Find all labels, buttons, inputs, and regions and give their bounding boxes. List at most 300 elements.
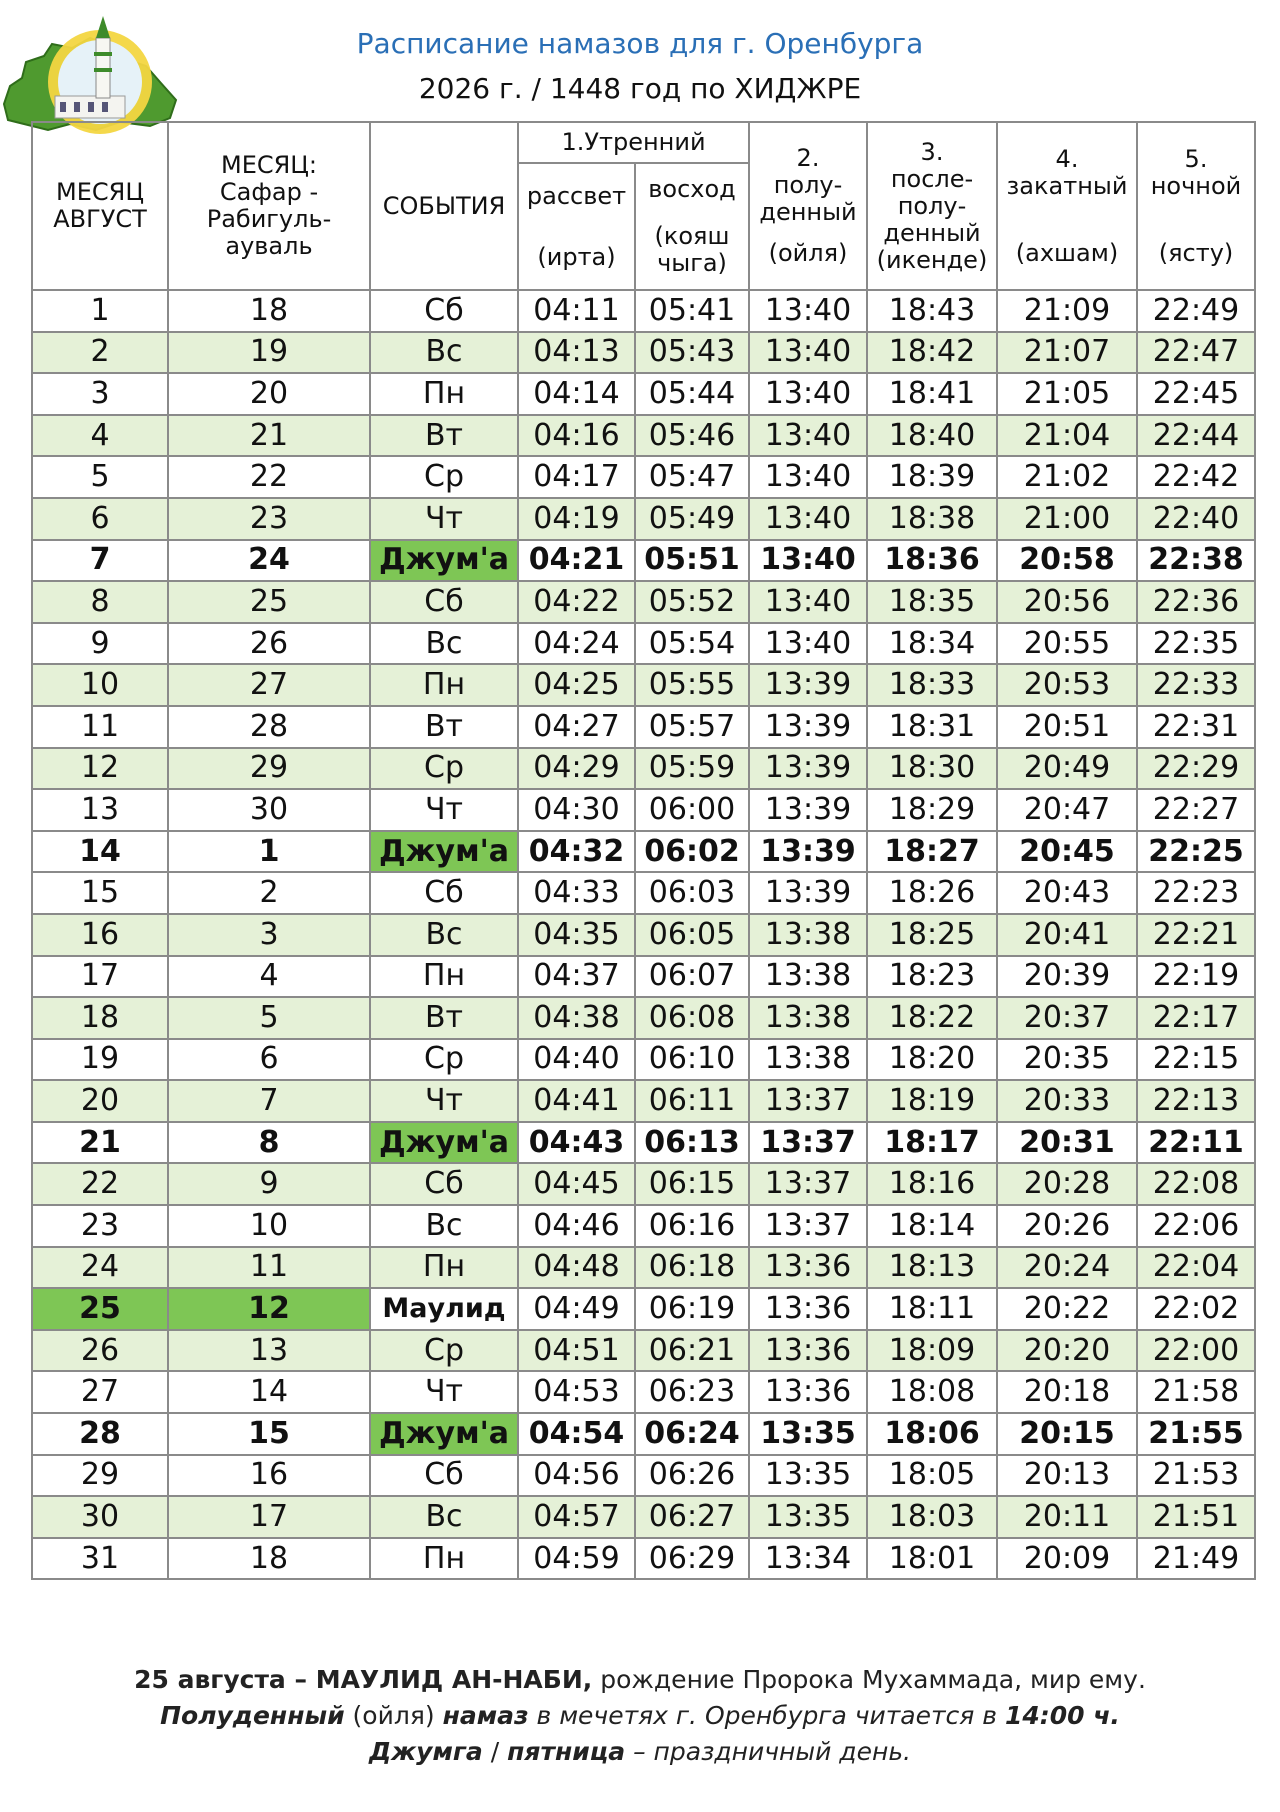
header-fajr-dawn: рассвет (ирта) — [518, 163, 635, 290]
event-cell: Ср — [370, 1330, 518, 1372]
dhuhr-cell: 13:40 — [749, 540, 867, 582]
fajr-sunrise-cell: 06:13 — [635, 1122, 749, 1164]
maghrib-cell: 20:33 — [997, 1080, 1137, 1122]
header-dhuhr: 2. полу- денный (ойля) — [749, 122, 867, 290]
hijri-day-cell: 20 — [168, 373, 370, 415]
event-cell: Джум'а — [370, 1122, 518, 1164]
dhuhr-cell: 13:40 — [749, 415, 867, 457]
fajr-sunrise-cell: 05:43 — [635, 332, 749, 374]
day-cell: 3 — [32, 373, 168, 415]
fajr-sunrise-cell: 05:46 — [635, 415, 749, 457]
dhuhr-cell: 13:40 — [749, 373, 867, 415]
event-cell: Джум'а — [370, 831, 518, 873]
isha-cell: 21:49 — [1137, 1538, 1255, 1580]
fajr-dawn-cell: 04:51 — [518, 1330, 635, 1372]
header-month-gregorian: МЕСЯЦ АВГУСТ — [32, 122, 168, 290]
fajr-dawn-cell: 04:14 — [518, 373, 635, 415]
dhuhr-cell: 13:38 — [749, 997, 867, 1039]
isha-cell: 22:49 — [1137, 290, 1255, 332]
dhuhr-cell: 13:37 — [749, 1205, 867, 1247]
isha-cell: 22:23 — [1137, 872, 1255, 914]
table-row — [32, 1080, 1255, 1122]
isha-cell: 21:53 — [1137, 1455, 1255, 1497]
hijri-day-cell: 23 — [168, 498, 370, 540]
table-row — [32, 373, 1255, 415]
fajr-dawn-cell: 04:29 — [518, 748, 635, 790]
hijri-day-cell: 13 — [168, 1330, 370, 1372]
event-cell: Чт — [370, 1080, 518, 1122]
isha-cell: 22:13 — [1137, 1080, 1255, 1122]
note-friday: Джумга / пятница – праздничный день. — [369, 1737, 911, 1766]
day-cell: 2 — [32, 332, 168, 374]
day-cell: 7 — [32, 540, 168, 582]
dhuhr-cell: 13:36 — [749, 1330, 867, 1372]
maghrib-cell: 20:20 — [997, 1330, 1137, 1372]
maghrib-cell: 20:51 — [997, 706, 1137, 748]
table-row — [32, 1413, 1255, 1455]
maghrib-cell: 20:28 — [997, 1163, 1137, 1205]
fajr-sunrise-cell: 05:57 — [635, 706, 749, 748]
hijri-day-cell: 4 — [168, 956, 370, 998]
dhuhr-cell: 13:36 — [749, 1247, 867, 1289]
event-cell: Пн — [370, 373, 518, 415]
maghrib-cell: 20:09 — [997, 1538, 1137, 1580]
isha-cell: 21:51 — [1137, 1496, 1255, 1538]
event-cell: Маулид — [370, 1288, 518, 1330]
maghrib-cell: 20:41 — [997, 914, 1137, 956]
dhuhr-cell: 13:39 — [749, 789, 867, 831]
dhuhr-cell: 13:34 — [749, 1538, 867, 1580]
hijri-day-cell: 10 — [168, 1205, 370, 1247]
fajr-dawn-cell: 04:46 — [518, 1205, 635, 1247]
dhuhr-cell: 13:40 — [749, 623, 867, 665]
table-row — [32, 290, 1255, 332]
dhuhr-cell: 13:37 — [749, 1122, 867, 1164]
event-cell: Джум'а — [370, 540, 518, 582]
isha-cell: 22:21 — [1137, 914, 1255, 956]
event-cell: Ср — [370, 456, 518, 498]
isha-cell: 22:25 — [1137, 831, 1255, 873]
dhuhr-cell: 13:39 — [749, 872, 867, 914]
event-cell: Вс — [370, 332, 518, 374]
fajr-dawn-cell: 04:43 — [518, 1122, 635, 1164]
asr-cell: 18:20 — [867, 1039, 997, 1081]
day-cell: 26 — [32, 1330, 168, 1372]
fajr-sunrise-cell: 06:02 — [635, 831, 749, 873]
event-cell: Вт — [370, 706, 518, 748]
hijri-day-cell: 1 — [168, 831, 370, 873]
dhuhr-cell: 13:35 — [749, 1455, 867, 1497]
fajr-dawn-cell: 04:13 — [518, 332, 635, 374]
fajr-dawn-cell: 04:49 — [518, 1288, 635, 1330]
hijri-day-cell: 9 — [168, 1163, 370, 1205]
day-cell: 22 — [32, 1163, 168, 1205]
fajr-sunrise-cell: 06:16 — [635, 1205, 749, 1247]
isha-cell: 22:29 — [1137, 748, 1255, 790]
maghrib-cell: 20:31 — [997, 1122, 1137, 1164]
fajr-sunrise-cell: 06:23 — [635, 1371, 749, 1413]
asr-cell: 18:30 — [867, 748, 997, 790]
event-cell: Сб — [370, 872, 518, 914]
maghrib-cell: 20:39 — [997, 956, 1137, 998]
table-row — [32, 789, 1255, 831]
isha-cell: 21:58 — [1137, 1371, 1255, 1413]
header-asr: 3. после- полу- денный (икенде) — [867, 122, 997, 290]
note-dhuhr-time: Полуденный (ойля) намаз в мечетях г. Оренбурга читается в 14:00 ч. — [160, 1701, 1120, 1730]
fajr-sunrise-cell: 05:41 — [635, 290, 749, 332]
hijri-day-cell: 12 — [168, 1288, 370, 1330]
event-cell: Пн — [370, 1247, 518, 1289]
day-cell: 23 — [32, 1205, 168, 1247]
day-cell: 15 — [32, 872, 168, 914]
asr-cell: 18:41 — [867, 373, 997, 415]
asr-cell: 18:27 — [867, 831, 997, 873]
maghrib-cell: 20:53 — [997, 664, 1137, 706]
table-row — [32, 1039, 1255, 1081]
isha-cell: 22:15 — [1137, 1039, 1255, 1081]
day-cell: 4 — [32, 415, 168, 457]
day-cell: 14 — [32, 831, 168, 873]
event-cell: Джум'а — [370, 1413, 518, 1455]
asr-cell: 18:33 — [867, 664, 997, 706]
fajr-sunrise-cell: 06:19 — [635, 1288, 749, 1330]
dhuhr-cell: 13:40 — [749, 456, 867, 498]
dhuhr-cell: 13:40 — [749, 581, 867, 623]
asr-cell: 18:22 — [867, 997, 997, 1039]
header-fajr-sunrise: восход (кояш чыга) — [635, 163, 749, 290]
event-cell: Вс — [370, 1205, 518, 1247]
dhuhr-cell: 13:35 — [749, 1496, 867, 1538]
dhuhr-cell: 13:39 — [749, 706, 867, 748]
fajr-sunrise-cell: 06:03 — [635, 872, 749, 914]
isha-cell: 22:36 — [1137, 581, 1255, 623]
maghrib-cell: 20:18 — [997, 1371, 1137, 1413]
hijri-day-cell: 26 — [168, 623, 370, 665]
day-cell: 19 — [32, 1039, 168, 1081]
day-cell: 12 — [32, 748, 168, 790]
fajr-sunrise-cell: 05:55 — [635, 664, 749, 706]
table-row — [32, 831, 1255, 873]
fajr-dawn-cell: 04:53 — [518, 1371, 635, 1413]
hijri-day-cell: 17 — [168, 1496, 370, 1538]
asr-cell: 18:26 — [867, 872, 997, 914]
day-cell: 8 — [32, 581, 168, 623]
table-row — [32, 1538, 1255, 1580]
fajr-dawn-cell: 04:37 — [518, 956, 635, 998]
maghrib-cell: 20:58 — [997, 540, 1137, 582]
day-cell: 16 — [32, 914, 168, 956]
fajr-sunrise-cell: 06:08 — [635, 997, 749, 1039]
table-row — [32, 1288, 1255, 1330]
dhuhr-cell: 13:35 — [749, 1413, 867, 1455]
fajr-sunrise-cell: 06:21 — [635, 1330, 749, 1372]
day-cell: 31 — [32, 1538, 168, 1580]
table-row — [32, 623, 1255, 665]
fajr-sunrise-cell: 06:26 — [635, 1455, 749, 1497]
fajr-dawn-cell: 04:35 — [518, 914, 635, 956]
table-row — [32, 1247, 1255, 1289]
day-cell: 29 — [32, 1455, 168, 1497]
asr-cell: 18:19 — [867, 1080, 997, 1122]
fajr-dawn-cell: 04:17 — [518, 456, 635, 498]
fajr-dawn-cell: 04:30 — [518, 789, 635, 831]
asr-cell: 18:35 — [867, 581, 997, 623]
isha-cell: 22:33 — [1137, 664, 1255, 706]
dhuhr-cell: 13:40 — [749, 332, 867, 374]
day-cell: 5 — [32, 456, 168, 498]
isha-cell: 22:08 — [1137, 1163, 1255, 1205]
fajr-dawn-cell: 04:11 — [518, 290, 635, 332]
dhuhr-cell: 13:38 — [749, 914, 867, 956]
table-row — [32, 664, 1255, 706]
header-month-hijri: МЕСЯЦ: Сафар - Рабигуль- ауваль — [168, 122, 370, 290]
asr-cell: 18:08 — [867, 1371, 997, 1413]
dhuhr-cell: 13:39 — [749, 664, 867, 706]
event-cell: Ср — [370, 748, 518, 790]
event-cell: Вт — [370, 997, 518, 1039]
fajr-sunrise-cell: 06:27 — [635, 1496, 749, 1538]
table-row — [32, 1496, 1255, 1538]
asr-cell: 18:43 — [867, 290, 997, 332]
dhuhr-cell: 13:36 — [749, 1371, 867, 1413]
fajr-dawn-cell: 04:21 — [518, 540, 635, 582]
fajr-dawn-cell: 04:25 — [518, 664, 635, 706]
footnotes — [0, 1662, 1280, 1770]
asr-cell: 18:39 — [867, 456, 997, 498]
event-cell: Сб — [370, 1163, 518, 1205]
maghrib-cell: 20:43 — [997, 872, 1137, 914]
isha-cell: 22:40 — [1137, 498, 1255, 540]
header-fajr-group: 1.Утренний — [518, 122, 749, 163]
fajr-sunrise-cell: 06:15 — [635, 1163, 749, 1205]
asr-cell: 18:14 — [867, 1205, 997, 1247]
event-cell: Сб — [370, 581, 518, 623]
hijri-day-cell: 21 — [168, 415, 370, 457]
hijri-day-cell: 14 — [168, 1371, 370, 1413]
hijri-day-cell: 8 — [168, 1122, 370, 1164]
hijri-day-cell: 7 — [168, 1080, 370, 1122]
day-cell: 24 — [32, 1247, 168, 1289]
table-row — [32, 332, 1255, 374]
maghrib-cell: 20:37 — [997, 997, 1137, 1039]
table-row — [32, 540, 1255, 582]
fajr-sunrise-cell: 06:24 — [635, 1413, 749, 1455]
asr-cell: 18:25 — [867, 914, 997, 956]
hijri-day-cell: 16 — [168, 1455, 370, 1497]
hijri-day-cell: 19 — [168, 332, 370, 374]
fajr-sunrise-cell: 05:59 — [635, 748, 749, 790]
dhuhr-cell: 13:36 — [749, 1288, 867, 1330]
event-cell: Пн — [370, 664, 518, 706]
fajr-sunrise-cell: 06:00 — [635, 789, 749, 831]
maghrib-cell: 21:02 — [997, 456, 1137, 498]
maghrib-cell: 20:13 — [997, 1455, 1137, 1497]
hijri-day-cell: 18 — [168, 290, 370, 332]
fajr-dawn-cell: 04:48 — [518, 1247, 635, 1289]
fajr-dawn-cell: 04:57 — [518, 1496, 635, 1538]
maghrib-cell: 20:45 — [997, 831, 1137, 873]
asr-cell: 18:03 — [867, 1496, 997, 1538]
event-cell: Вс — [370, 623, 518, 665]
day-cell: 1 — [32, 290, 168, 332]
fajr-dawn-cell: 04:24 — [518, 623, 635, 665]
day-cell: 18 — [32, 997, 168, 1039]
isha-cell: 22:04 — [1137, 1247, 1255, 1289]
dhuhr-cell: 13:38 — [749, 1039, 867, 1081]
fajr-sunrise-cell: 06:07 — [635, 956, 749, 998]
asr-cell: 18:23 — [867, 956, 997, 998]
asr-cell: 18:38 — [867, 498, 997, 540]
table-row — [32, 1122, 1255, 1164]
dhuhr-cell: 13:38 — [749, 956, 867, 998]
table-row — [32, 748, 1255, 790]
fajr-dawn-cell: 04:56 — [518, 1455, 635, 1497]
day-cell: 6 — [32, 498, 168, 540]
day-cell: 9 — [32, 623, 168, 665]
table-row — [32, 581, 1255, 623]
page-title: Расписание намазов для г. Оренбурга — [356, 27, 924, 60]
maghrib-cell: 20:24 — [997, 1247, 1137, 1289]
asr-cell: 18:36 — [867, 540, 997, 582]
hijri-day-cell: 22 — [168, 456, 370, 498]
event-cell: Чт — [370, 1371, 518, 1413]
day-cell: 30 — [32, 1496, 168, 1538]
day-cell: 17 — [32, 956, 168, 998]
day-cell: 25 — [32, 1288, 168, 1330]
fajr-sunrise-cell: 05:51 — [635, 540, 749, 582]
event-cell: Вт — [370, 415, 518, 457]
isha-cell: 22:00 — [1137, 1330, 1255, 1372]
event-cell: Чт — [370, 498, 518, 540]
event-cell: Ср — [370, 1039, 518, 1081]
isha-cell: 22:17 — [1137, 997, 1255, 1039]
maghrib-cell: 20:11 — [997, 1496, 1137, 1538]
fajr-dawn-cell: 04:19 — [518, 498, 635, 540]
hijri-day-cell: 18 — [168, 1538, 370, 1580]
asr-cell: 18:06 — [867, 1413, 997, 1455]
note-mawlid: 25 августа – МАУЛИД АН-НАБИ, рождение Пророка Мухаммада, мир ему. — [134, 1665, 1146, 1694]
maghrib-cell: 20:56 — [997, 581, 1137, 623]
event-cell: Пн — [370, 956, 518, 998]
fajr-sunrise-cell: 06:18 — [635, 1247, 749, 1289]
day-cell: 21 — [32, 1122, 168, 1164]
asr-cell: 18:11 — [867, 1288, 997, 1330]
day-cell: 28 — [32, 1413, 168, 1455]
event-cell: Пн — [370, 1538, 518, 1580]
asr-cell: 18:09 — [867, 1330, 997, 1372]
asr-cell: 18:42 — [867, 332, 997, 374]
fajr-dawn-cell: 04:33 — [518, 872, 635, 914]
fajr-sunrise-cell: 06:10 — [635, 1039, 749, 1081]
isha-cell: 22:47 — [1137, 332, 1255, 374]
fajr-dawn-cell: 04:22 — [518, 581, 635, 623]
hijri-day-cell: 11 — [168, 1247, 370, 1289]
isha-cell: 22:19 — [1137, 956, 1255, 998]
table-row — [32, 956, 1255, 998]
isha-cell: 22:44 — [1137, 415, 1255, 457]
table-row — [32, 1455, 1255, 1497]
hijri-day-cell: 28 — [168, 706, 370, 748]
fajr-sunrise-cell: 06:05 — [635, 914, 749, 956]
fajr-sunrise-cell: 05:54 — [635, 623, 749, 665]
asr-cell: 18:29 — [867, 789, 997, 831]
asr-cell: 18:05 — [867, 1455, 997, 1497]
fajr-sunrise-cell: 06:29 — [635, 1538, 749, 1580]
table-row — [32, 1205, 1255, 1247]
event-cell: Сб — [370, 1455, 518, 1497]
isha-cell: 22:45 — [1137, 373, 1255, 415]
isha-cell: 22:11 — [1137, 1122, 1255, 1164]
fajr-sunrise-cell: 06:11 — [635, 1080, 749, 1122]
fajr-sunrise-cell: 05:47 — [635, 456, 749, 498]
dhuhr-cell: 13:40 — [749, 290, 867, 332]
fajr-dawn-cell: 04:38 — [518, 997, 635, 1039]
table-row — [32, 1330, 1255, 1372]
fajr-dawn-cell: 04:45 — [518, 1163, 635, 1205]
table-row — [32, 1371, 1255, 1413]
maghrib-cell: 21:07 — [997, 332, 1137, 374]
maghrib-cell: 20:26 — [997, 1205, 1137, 1247]
isha-cell: 22:42 — [1137, 456, 1255, 498]
event-cell: Сб — [370, 290, 518, 332]
fajr-dawn-cell: 04:40 — [518, 1039, 635, 1081]
isha-cell: 22:31 — [1137, 706, 1255, 748]
isha-cell: 22:35 — [1137, 623, 1255, 665]
fajr-dawn-cell: 04:16 — [518, 415, 635, 457]
hijri-day-cell: 25 — [168, 581, 370, 623]
table-row — [32, 706, 1255, 748]
asr-cell: 18:01 — [867, 1538, 997, 1580]
dhuhr-cell: 13:39 — [749, 748, 867, 790]
hijri-day-cell: 15 — [168, 1413, 370, 1455]
table-row — [32, 997, 1255, 1039]
dhuhr-cell: 13:37 — [749, 1080, 867, 1122]
isha-cell: 22:38 — [1137, 540, 1255, 582]
header-events: СОБЫТИЯ — [370, 122, 518, 290]
table-row — [32, 415, 1255, 457]
fajr-sunrise-cell: 05:52 — [635, 581, 749, 623]
event-cell: Вс — [370, 1496, 518, 1538]
dhuhr-cell: 13:39 — [749, 831, 867, 873]
fajr-dawn-cell: 04:41 — [518, 1080, 635, 1122]
day-cell: 27 — [32, 1371, 168, 1413]
maghrib-cell: 20:35 — [997, 1039, 1137, 1081]
maghrib-cell: 20:22 — [997, 1288, 1137, 1330]
header-isha: 5. ночной (ясту) — [1137, 122, 1255, 290]
hijri-day-cell: 30 — [168, 789, 370, 831]
asr-cell: 18:40 — [867, 415, 997, 457]
dhuhr-cell: 13:37 — [749, 1163, 867, 1205]
day-cell: 13 — [32, 789, 168, 831]
fajr-dawn-cell: 04:59 — [518, 1538, 635, 1580]
asr-cell: 18:17 — [867, 1122, 997, 1164]
asr-cell: 18:31 — [867, 706, 997, 748]
fajr-sunrise-cell: 05:44 — [635, 373, 749, 415]
table-row — [32, 872, 1255, 914]
hijri-day-cell: 6 — [168, 1039, 370, 1081]
maghrib-cell: 21:05 — [997, 373, 1137, 415]
fajr-dawn-cell: 04:27 — [518, 706, 635, 748]
hijri-day-cell: 24 — [168, 540, 370, 582]
fajr-dawn-cell: 04:54 — [518, 1413, 635, 1455]
hijri-day-cell: 29 — [168, 748, 370, 790]
event-cell: Чт — [370, 789, 518, 831]
table-row — [32, 456, 1255, 498]
isha-cell: 22:27 — [1137, 789, 1255, 831]
asr-cell: 18:34 — [867, 623, 997, 665]
maghrib-cell: 21:00 — [997, 498, 1137, 540]
day-cell: 20 — [32, 1080, 168, 1122]
